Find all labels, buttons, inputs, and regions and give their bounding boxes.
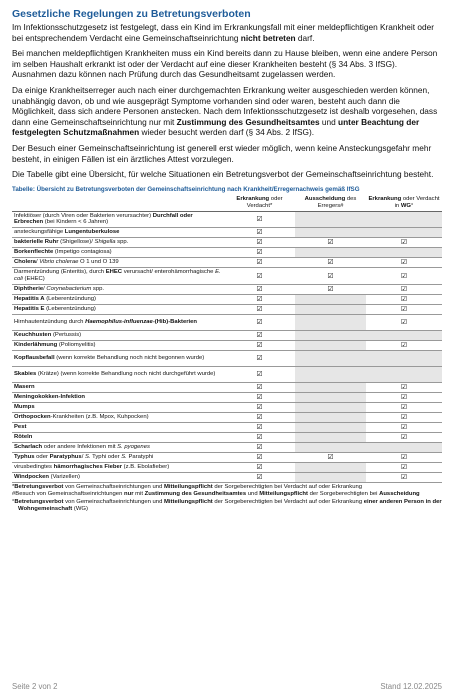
empty-cell [295, 367, 366, 383]
empty-cell [295, 305, 366, 315]
disease-label: Hepatitis E (Leberentzündung) [12, 305, 224, 315]
table-row [12, 453, 442, 463]
paragraph-2: Bei manchen meldepflichtigen Krankheiten muss ein Kind bereits dann zu Hause bleiben, wenn eine andere Person im selben Haushalt erkrankt ist oder der Verdacht auf eine dieser Krankheiten besteht (§ 34 Abs. 3 IfSG). Ausnahmen dazu können nach Prüfung durch das Gesundheitsamt zugelassen werden. [12, 48, 438, 80]
table-footnotes [12, 484, 442, 513]
footnote-1: *Betretungsverbot von Gemeinschaftseinrichtungen und Mitteilungspflicht der Sorgeberechtigten bei Verdacht auf oder Erkrankung [12, 484, 363, 491]
disease-label: Skabies (Krätze) (wenn korrekte Behandlung noch nicht durchgeführt wurde) [12, 367, 224, 383]
table-row [12, 238, 442, 248]
disease-label: Pest [12, 423, 224, 433]
table-row [12, 403, 442, 413]
checked-box-icon: ☑ [295, 268, 366, 285]
checked-box-icon: ☑ [224, 228, 295, 238]
table-row [12, 258, 442, 268]
disease-label: ansteckungsfähige Lungentuberkulose [12, 228, 224, 238]
checked-box-icon: ☑ [366, 473, 442, 483]
empty-cell [295, 341, 366, 351]
table-header-row [12, 195, 442, 211]
checked-box-icon: ☑ [366, 383, 442, 393]
disease-label: Röteln [12, 433, 224, 443]
empty-cell [366, 351, 442, 367]
empty-cell [295, 331, 366, 341]
table-caption: Tabelle: Übersicht zu Betretungsverboten der Gemeinschaftseinrichtung nach Krankheit/Erregernachweis gemäß IfSG [12, 185, 360, 193]
section-heading: Gesetzliche Regelungen zu Betretungsverboten [12, 8, 251, 20]
table-row [12, 423, 442, 433]
checked-box-icon: ☑ [366, 393, 442, 403]
empty-cell [366, 331, 442, 341]
checked-box-icon: ☑ [224, 393, 295, 403]
intro-paragraphs [12, 22, 442, 180]
checked-box-icon: ☑ [224, 315, 295, 331]
checked-box-icon: ☑ [295, 285, 366, 295]
checked-box-icon: ☑ [366, 315, 442, 331]
checked-box-icon: ☑ [366, 238, 442, 248]
checked-box-icon: ☑ [224, 351, 295, 367]
table-row [12, 393, 442, 403]
empty-cell [295, 423, 366, 433]
checked-box-icon: ☑ [224, 423, 295, 433]
betretungsverbote-table [12, 195, 442, 483]
paragraph-1: Im Infektionsschutzgesetz ist festgelegt, dass ein Kind im Erkrankungsfall mit einer meldepflichtigen Krankheit oder bei entsprechendem Verdacht eine Gemeinschaftseinrichtung nicht betreten darf. [12, 22, 434, 43]
checked-box-icon: ☑ [224, 258, 295, 268]
checked-box-icon: ☑ [224, 367, 295, 383]
checked-box-icon: ☑ [224, 295, 295, 305]
empty-cell [366, 443, 442, 453]
table-row [12, 433, 442, 443]
checked-box-icon: ☑ [224, 268, 295, 285]
empty-cell [366, 211, 442, 228]
table-row [12, 413, 442, 423]
table-body [12, 211, 442, 483]
empty-cell [295, 248, 366, 258]
paragraph-5: Die Tabelle gibt eine Übersicht, für welche Situationen ein Betretungsverbot der Gemeinschaftseinrichtung besteht. [12, 169, 434, 180]
empty-cell [295, 413, 366, 423]
page-number: Seite 2 von 2 [12, 682, 58, 691]
disease-label: Masern [12, 383, 224, 393]
checked-box-icon: ☑ [366, 423, 442, 433]
document-date: Stand 12.02.2025 [380, 682, 442, 691]
table-row [12, 383, 442, 393]
header-col-erkrankung: Erkrankung oder Verdacht* [224, 195, 295, 211]
checked-box-icon: ☑ [224, 211, 295, 228]
footnote-3: °Betretungsverbot von Gemeinschaftseinrichtungen und Mitteilungspflicht der Sorgeberechtigten bei Verdacht auf oder Erkrankung einer anderen Person in der Wohngemeinschaft (WG) [12, 498, 442, 512]
checked-box-icon: ☑ [366, 433, 442, 443]
disease-label: Orthopocken-Krankheiten (z.B. Mpox, Kuhpocken) [12, 413, 224, 423]
empty-cell [295, 228, 366, 238]
disease-label: Windpocken (Varizellen) [12, 473, 224, 483]
empty-cell [295, 295, 366, 305]
empty-cell [295, 351, 366, 367]
table-row [12, 248, 442, 258]
empty-cell [295, 433, 366, 443]
disease-label: Kinderlähmung (Poliomyelitis) [12, 341, 224, 351]
header-col-ausscheidung: Ausscheidung des Erregers# [295, 195, 366, 211]
empty-cell [295, 315, 366, 331]
disease-label: virusbedingtes hämorrhagisches Fieber (z.B. Ebolafieber) [12, 463, 224, 473]
disease-label: Meningokokken-Infektion [12, 393, 224, 403]
disease-label: Borkenflechte (Impetigo contagiosa) [12, 248, 224, 258]
disease-label: Hirnhautentzündung durch Haemophilus-influenzae-(Hib)-Bakterien [12, 315, 224, 331]
empty-cell [295, 403, 366, 413]
disease-label: bakterielle Ruhr (Shigellose)/ Shigella spp. [12, 238, 224, 248]
disease-label: Mumps [12, 403, 224, 413]
checked-box-icon: ☑ [295, 453, 366, 463]
checked-box-icon: ☑ [366, 453, 442, 463]
disease-label: Kopflausbefall (wenn korrekte Behandlung noch nicht begonnen wurde) [12, 351, 224, 367]
checked-box-icon: ☑ [224, 473, 295, 483]
disease-label: Cholera/ Vibrio cholerae O 1 und O 139 [12, 258, 224, 268]
table-row [12, 473, 442, 483]
table-row [12, 305, 442, 315]
empty-cell [366, 248, 442, 258]
checked-box-icon: ☑ [224, 403, 295, 413]
disease-label: Darmentzündung (Enteritis), durch EHEC verursacht/ enterohämorrhagische E. coli (EHEC) [12, 268, 224, 285]
checked-box-icon: ☑ [366, 295, 442, 305]
checked-box-icon: ☑ [224, 463, 295, 473]
paragraph-3: Da einige Krankheitserreger auch nach einer durchgemachten Erkrankung weiter ausgeschieden werden können, unabhängig davon, ob und wie ausgeprägt Symptome vorhanden sind oder waren, besteht auch dann die Möglichkeit, dass sich andere Personen anstecken. Nach dem Infektionsschutzgesetz ist deshalb vorgesehen, dass dann eine Gemeinschaftseinrichtung nur mit Zustimmung des Gesundheitsamtes und unter Beachtung der festgelegten Schutzmaßnahmen wieder besucht werden darf (§ 34 Abs. 2 IfSG). [12, 84, 438, 138]
paragraph-4: Der Besuch einer Gemeinschaftseinrichtung ist generell erst wieder möglich, wenn keine Ansteckungsgefahr mehr besteht, in einigen Fällen ist ein ärztliches Attest vorzulegen. [12, 142, 432, 164]
checked-box-icon: ☑ [224, 285, 295, 295]
checked-box-icon: ☑ [366, 268, 442, 285]
checked-box-icon: ☑ [295, 238, 366, 248]
checked-box-icon: ☑ [224, 305, 295, 315]
checked-box-icon: ☑ [224, 341, 295, 351]
page-content [12, 8, 442, 513]
disease-label: Hepatitis A (Leberentzündung) [12, 295, 224, 305]
footnote-2: #Besuch von Gemeinschaftseinrichtungen nur mit Zustimmung des Gesundheitsamtes und Mitteilungspflicht der Sorgeberechtigten bei Ausscheidung [12, 491, 420, 498]
table-row [12, 367, 442, 383]
header-empty-cell [12, 195, 224, 211]
checked-box-icon: ☑ [295, 258, 366, 268]
disease-label: Diphtherie/ Corynebacterium spp. [12, 285, 224, 295]
empty-cell [295, 393, 366, 403]
table-row [12, 341, 442, 351]
table-row [12, 211, 442, 228]
empty-cell [366, 228, 442, 238]
empty-cell [366, 367, 442, 383]
table-row [12, 285, 442, 295]
header-col-wg: Erkrankung oder Verdacht in WG° [366, 195, 442, 211]
checked-box-icon: ☑ [224, 331, 295, 341]
checked-box-icon: ☑ [224, 383, 295, 393]
empty-cell [295, 211, 366, 228]
checked-box-icon: ☑ [224, 453, 295, 463]
checked-box-icon: ☑ [366, 341, 442, 351]
table-row [12, 268, 442, 285]
checked-box-icon: ☑ [224, 248, 295, 258]
checked-box-icon: ☑ [224, 443, 295, 453]
disease-label: Scharlach oder andere Infektionen mit S. pyogenes [12, 443, 224, 453]
disease-label: Infektiöser (durch Viren oder Bakterien verursachter) Durchfall oder Erbrechen (bei Kindern < 6 Jahren) [12, 211, 224, 228]
empty-cell [295, 383, 366, 393]
checked-box-icon: ☑ [366, 403, 442, 413]
table-row [12, 351, 442, 367]
table-row [12, 295, 442, 305]
checked-box-icon: ☑ [366, 413, 442, 423]
checked-box-icon: ☑ [366, 463, 442, 473]
disease-label: Keuchhusten (Pertussis) [12, 331, 224, 341]
checked-box-icon: ☑ [366, 285, 442, 295]
checked-box-icon: ☑ [224, 238, 295, 248]
checked-box-icon: ☑ [224, 433, 295, 443]
table-row [12, 463, 442, 473]
disease-label: Typhus oder Paratyphus/ S. Typhi oder S. Paratyphi [12, 453, 224, 463]
table-row [12, 443, 442, 453]
empty-cell [295, 473, 366, 483]
empty-cell [295, 463, 366, 473]
empty-cell [295, 443, 366, 453]
table-row [12, 228, 442, 238]
checked-box-icon: ☑ [224, 413, 295, 423]
checked-box-icon: ☑ [366, 258, 442, 268]
checked-box-icon: ☑ [366, 305, 442, 315]
table-row [12, 315, 442, 331]
table-row [12, 331, 442, 341]
